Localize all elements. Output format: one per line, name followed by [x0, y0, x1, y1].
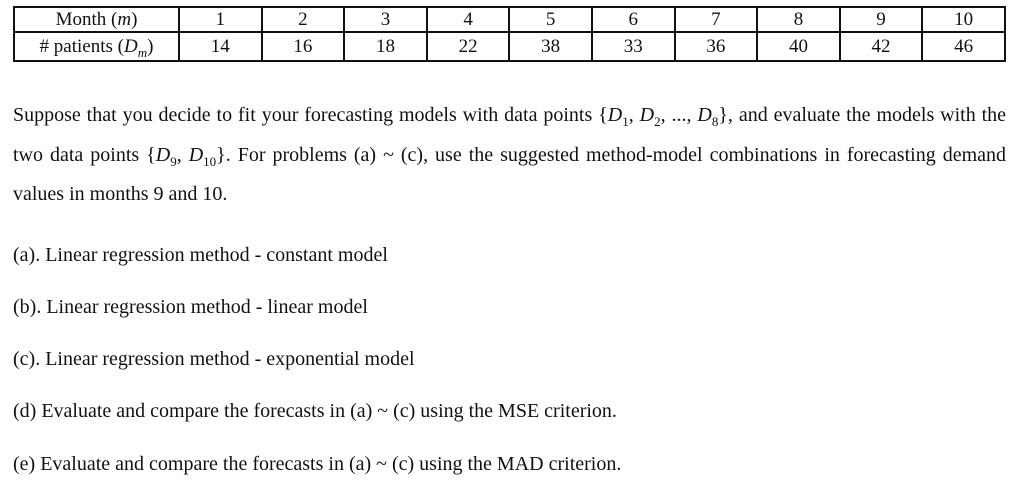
patients-cell: 40 — [757, 32, 840, 61]
month-cell: 8 — [757, 7, 840, 32]
problem-b: (b). Linear regression method - linear model — [13, 296, 368, 318]
month-cell: 7 — [675, 7, 758, 32]
patients-cell: 42 — [840, 32, 923, 61]
month-cell: 2 — [262, 7, 345, 32]
patients-cell: 16 — [262, 32, 345, 61]
patients-cell: 46 — [922, 32, 1005, 61]
month-cell: 10 — [922, 7, 1005, 32]
patients-cell: 36 — [675, 32, 758, 61]
month-cell: 4 — [427, 7, 510, 32]
month-cell: 5 — [509, 7, 592, 32]
problem-a: (a). Linear regression method - constant model — [13, 244, 388, 266]
month-header-cell: Month (m) — [14, 7, 179, 32]
month-cell: 3 — [344, 7, 427, 32]
patients-cell: 38 — [509, 32, 592, 61]
table-patients-row — [14, 32, 1005, 61]
month-cell: 9 — [840, 7, 923, 32]
patients-cell: 22 — [427, 32, 510, 61]
patients-header-cell: # patients $(D_m)$ — [14, 32, 179, 61]
problem-d: (d) Evaluate and compare the forecasts in (a) ~ (c) using the MSE criterion. — [13, 400, 617, 422]
problem-description: Suppose that you decide to fit your forecasting models with data points {$D_1$, $D_2$, ..., $D_8$}, and evaluate the models with the two data points {$D_9$, $D_{10}$}. For problems (a) ~ (c), use the suggested method-model combinations in forecasting demand values in months 9 and 10. — [13, 104, 1007, 205]
table-header-row — [14, 7, 1005, 32]
patients-table — [13, 6, 1006, 62]
problem-c: (c). Linear regression method - exponential model — [13, 348, 415, 370]
month-cell: 1 — [179, 7, 262, 32]
patients-cell: 18 — [344, 32, 427, 61]
patients-cell: 14 — [179, 32, 262, 61]
problem-e: (e) Evaluate and compare the forecasts in (a) ~ (c) using the MAD criterion. — [13, 453, 622, 475]
patients-cell: 33 — [592, 32, 675, 61]
month-cell: 6 — [592, 7, 675, 32]
